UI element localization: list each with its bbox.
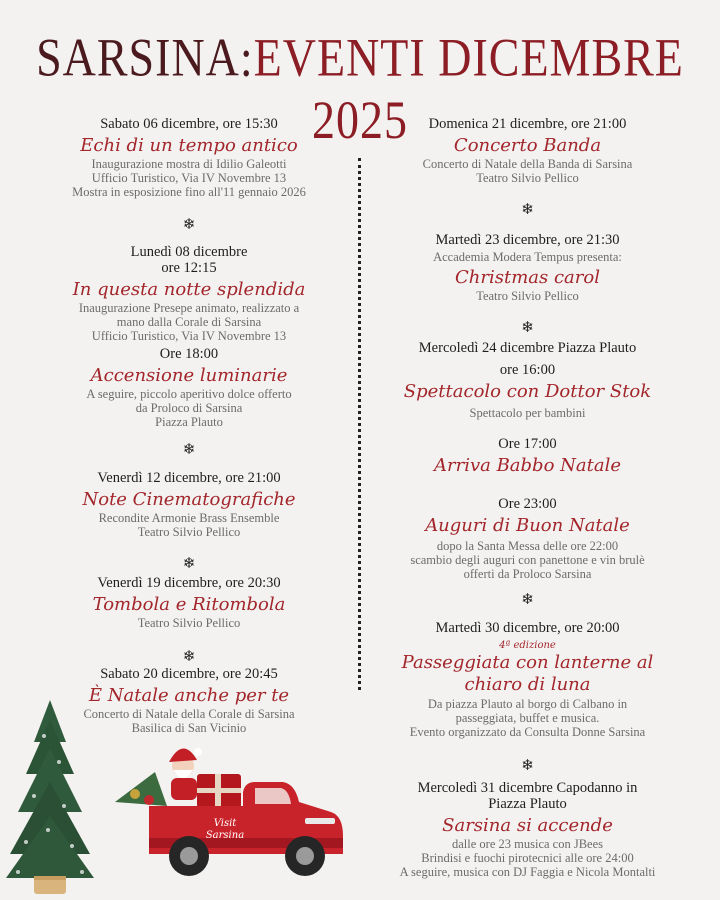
event-concerto-banda: [385, 116, 670, 185]
event-desc-line: A seguire, piccolo aperitivo dolce offerto: [86, 387, 292, 401]
event-date: Mercoledì 31 dicembre Capodanno in: [417, 780, 638, 796]
event-time: ore 12:15: [161, 260, 217, 276]
event-title: Auguri di Buon Natale: [425, 515, 630, 536]
edition-note: 4ª edizione: [499, 640, 556, 651]
event-desc-line: Teatro Silvio Pellico: [137, 616, 241, 630]
snowflake-icon: ❄: [182, 217, 196, 233]
event-date: Ore 18:00: [159, 346, 219, 362]
event-presenter: Accademia Modera Tempus presenta:: [433, 250, 622, 264]
event-desc-line: da Proloco di Sarsina: [135, 401, 243, 415]
christmas-tree-icon: [4, 696, 96, 896]
event-note-cinematografiche: [60, 470, 318, 539]
event-desc-line: Ufficio Turistico, Via IV Novembre 13: [91, 171, 287, 185]
event-capodanno: [385, 780, 670, 879]
event-desc-line: mano dalla Corale di Sarsina: [116, 315, 262, 329]
event-desc-line: Brindisi e fuochi pirotecnici alle ore 24:00: [421, 851, 634, 865]
event-desc-line: Inaugurazione mostra di Idilio Galeotti: [91, 157, 287, 171]
event-date: Ore 23:00: [498, 496, 557, 512]
event-date: Sabato 20 dicembre, ore 20:45: [100, 666, 278, 682]
event-date: Ore 17:00: [498, 436, 557, 452]
event-title: Spettacolo con Dottor Stok: [403, 381, 652, 402]
event-christmas-carol: [385, 232, 670, 303]
snowflake-icon: ❄: [182, 649, 196, 665]
event-desc-line: offerti da Proloco Sarsina: [463, 567, 592, 581]
event-date: Lunedì 08 dicembre: [130, 244, 248, 260]
event-desc-line: passeggiata, buffet e musica.: [455, 711, 600, 725]
event-desc-line: Mostra in esposizione fino all'11 gennaio 2026: [72, 185, 306, 199]
event-date: Martedì 23 dicembre, ore 21:30: [435, 232, 620, 248]
event-title: Echi di un tempo antico: [80, 135, 298, 156]
event-desc-line: Da piazza Plauto al borgo di Calbano in: [427, 697, 628, 711]
event-desc-line: Teatro Silvio Pellico: [137, 525, 241, 539]
event-title: Accensione luminarie: [90, 365, 288, 386]
event-title: È Natale anche per te: [88, 685, 290, 706]
event-desc-line: Recondite Armonie Brass Ensemble: [98, 511, 280, 525]
snowflake-icon: ❄: [521, 758, 534, 774]
snowflake-icon: ❄: [521, 202, 534, 218]
event-desc-line: Evento organizzato da Consulta Donne Sarsina: [409, 725, 646, 739]
event-desc-line: scambio degli auguri con panettone e vin brulè: [410, 553, 645, 567]
event-desc-line: dalle ore 23 musica con JBees: [452, 837, 603, 851]
event-title: Christmas carol: [455, 267, 600, 288]
event-desc-line: Basilica di San Vicinio: [131, 721, 247, 735]
event-desc-line: Concerto di Natale della Banda di Sarsina: [422, 157, 633, 171]
event-date: Sabato 06 dicembre, ore 15:30: [100, 116, 278, 132]
event-echi: [60, 116, 318, 199]
event-desc-line: Ufficio Turistico, Via IV Novembre 13: [91, 329, 287, 343]
event-title: Tombola e Ritombola: [92, 594, 286, 615]
event-title-line-2: chiaro di luna: [464, 674, 591, 695]
event-presepe: [60, 244, 318, 343]
event-date: Venerdì 12 dicembre, ore 21:00: [97, 470, 281, 486]
event-auguri: [385, 496, 670, 581]
snowflake-icon: ❄: [521, 592, 534, 608]
event-desc-line: A seguire, musica con DJ Faggia e Nicola Montalti: [399, 865, 656, 879]
event-title: Note Cinematografiche: [82, 489, 296, 510]
event-title: Arriva Babbo Natale: [433, 455, 621, 476]
event-date: Domenica 21 dicembre, ore 21:00: [428, 116, 627, 132]
truck-label-line-1: Visit: [213, 818, 237, 829]
event-desc-line: Concerto di Natale della Corale di Sarsina: [83, 707, 295, 721]
event-title: Concerto Banda: [453, 135, 602, 156]
event-desc-line: Inaugurazione Presepe animato, realizzato a: [78, 301, 300, 315]
santa-truck-icon: [105, 742, 355, 892]
snowflake-icon: ❄: [182, 556, 196, 572]
event-date: Martedì 30 dicembre, ore 20:00: [435, 620, 620, 636]
column-divider: [358, 158, 361, 690]
event-title: In questa notte splendida: [72, 279, 306, 300]
event-babbo-natale: [385, 436, 670, 477]
event-tombola: [60, 575, 318, 630]
truck-label-line-2: Sarsina: [205, 830, 245, 841]
event-title: Passeggiata con lanterne al: [401, 652, 654, 673]
snowflake-icon: ❄: [521, 320, 534, 336]
event-desc-line: Teatro Silvio Pellico: [476, 289, 579, 303]
event-title: Sarsina si accende: [442, 815, 613, 836]
snowflake-icon: ❄: [182, 442, 196, 458]
title-part-2: EVENTI DICEMBRE 2025: [253, 27, 684, 150]
event-date: Venerdì 19 dicembre, ore 20:30: [97, 575, 281, 591]
event-passeggiata: [385, 620, 670, 739]
event-desc-line: Piazza Plauto: [155, 415, 223, 429]
event-dottor-stok: [385, 340, 670, 420]
event-date-line-2: Piazza Plauto: [488, 796, 567, 812]
event-desc-line: dopo la Santa Messa delle ore 22:00: [436, 539, 619, 553]
event-luminarie: [60, 346, 318, 429]
event-desc-line: Spettacolo per bambini: [469, 406, 586, 420]
event-time: ore 16:00: [499, 362, 556, 378]
title-part-1: SARSINA:: [36, 27, 254, 88]
event-natale-anche-per-te: [60, 666, 318, 735]
event-desc-line: Teatro Silvio Pellico: [476, 171, 579, 185]
event-date: Mercoledì 24 dicembre Piazza Plauto: [418, 340, 637, 356]
